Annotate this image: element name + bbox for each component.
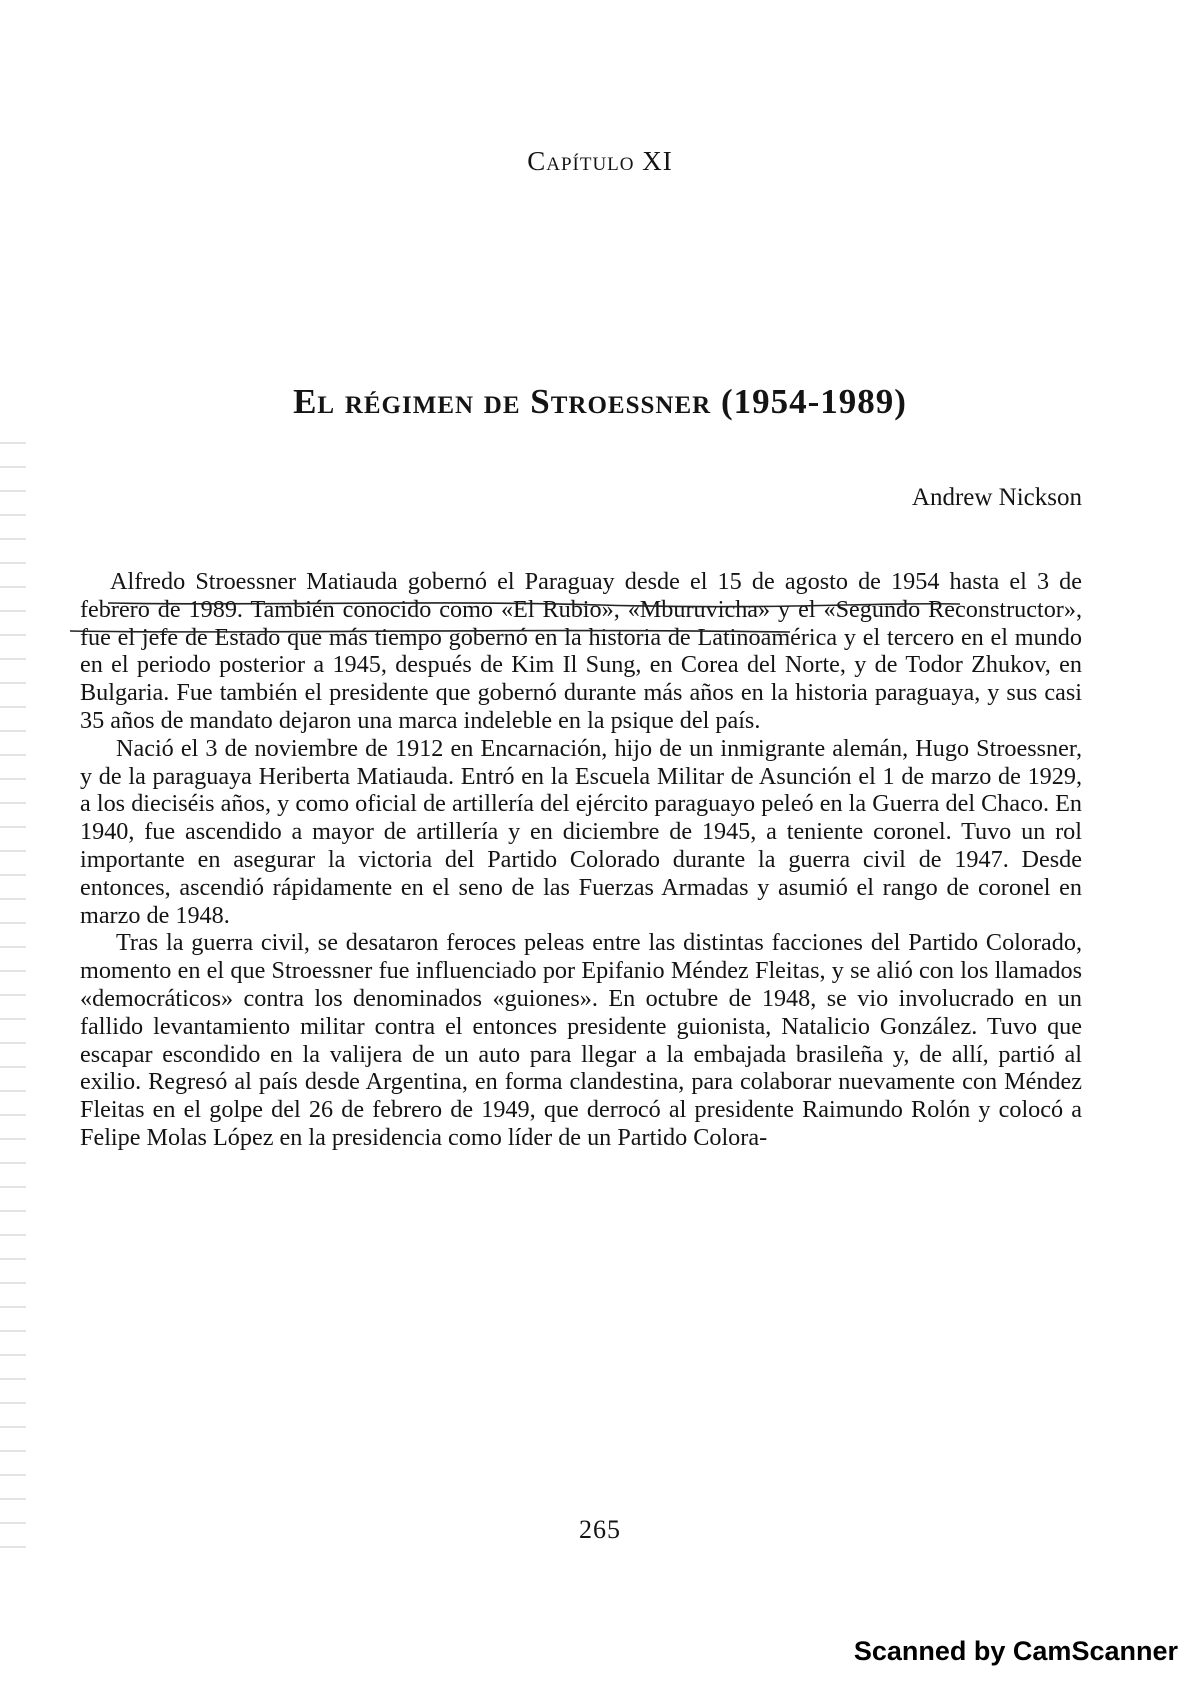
paragraph-1: Alfredo Stroessner Matiauda gobernó el Paraguay desde el 15 de agosto de 1954 hasta el 3 de febrero de 1989. También conocido como «El Rubio», «Mburuvicha» y el «Segundo Reconstructor», fue el jefe de Estado que más tiempo gobernó en la historia de Latinoamérica y el tercero en el mundo en el periodo posterior a 1945, después de Kim Il Sung, en Corea del Norte, y de Todor Zhukov, en Bulgaria. Fue también el presidente que gobernó durante más años en la historia paraguaya, y sus casi 35 años de mandato dejaron una marca indeleble en la psique del país. xyxy=(80,568,1082,734)
scanner-watermark: Scanned by CamScanner xyxy=(853,1636,1178,1666)
chapter-label: Capítulo XI xyxy=(527,146,673,176)
page-number: 265 xyxy=(579,1515,621,1544)
paragraph-2: Nació el 3 de noviembre de 1912 en Encarnación, hijo de un inmigrante alemán, Hugo Stroessner, y de la paraguaya Heriberta Matiauda. Entró en la Escuela Militar de Asunción el 1 de marzo de 1929, a los dieciséis años, y como oficial de artillería del ejército paraguayo peleó en la Guerra del Chaco. En 1940, fue ascendido a mayor de artillería y en diciembre de 1945, a teniente coronel. Tuvo un rol importante en asegurar la victoria del Partido Colorado durante la guerra civil de 1947. Desde entonces, ascendió rápidamente en el seno de las Fuerzas Armadas y asumió el rango de coronel en marzo de 1948. xyxy=(80,734,1082,929)
author-name: Andrew Nickson xyxy=(911,484,1082,511)
chapter-title: El régimen de Stroessner (1954-1989) xyxy=(293,382,907,421)
body-text xyxy=(80,568,1082,1152)
paragraph-3: Tras la guerra civil, se desataron feroces peleas entre las distintas facciones del Partido Colorado, momento en el que Stroessner fue influenciado por Epifanio Méndez Fleitas, y se alió con los llamados «democráticos» contra los denominados «guiones». En octubre de 1948, se vio involucrado en un fallido levantamiento militar contra el entonces presidente guionista, Natalicio González. Tuvo que escapar escondido en la valijera de un auto para llegar a la embajada brasileña y, de allí, partió al exilio. Regresó al país desde Argentina, en forma clandestina, para colaborar nuevamente con Méndez Fleitas en el golpe del 26 de febrero de 1949, que derrocó al presidente Raimundo Rolón y colocó a Felipe Molas López en la presidencia como líder de un Partido Colora- xyxy=(80,929,1082,1151)
scan-edge-noise xyxy=(0,420,26,1560)
